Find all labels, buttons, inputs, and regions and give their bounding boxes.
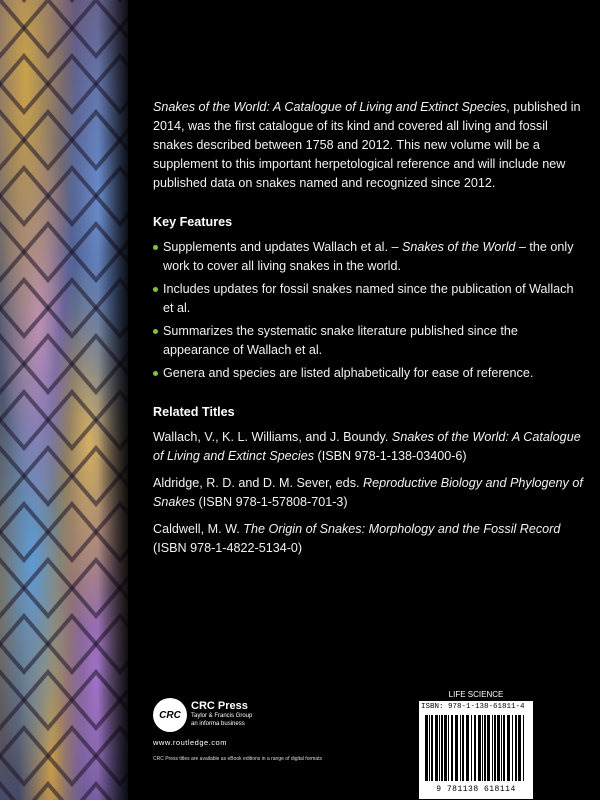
barcode-digits: 9 781138 618114 [436, 785, 516, 794]
ebook-note: CRC Press titles are available as eBook editions in a range of digital formats [153, 756, 322, 762]
barcode-block [419, 690, 533, 799]
publisher-tagline: an informa business [191, 721, 245, 727]
feature-item [153, 364, 583, 383]
feature-text: Includes updates for fossil snakes named since the publication of Wallach et al. [163, 282, 574, 315]
feature-text-end: – the only work to cover all living snakes in the world. [163, 240, 574, 273]
related-authors: Aldridge, R. D. and D. M. Sever, eds. [153, 476, 363, 490]
key-features-heading: Key Features [153, 215, 233, 229]
intro-text: , published in 2014, was the first catalogue of its kind and covered all living and fossil snakes described between 1758 and 2012. This new volume will be a supplement to this important herpetological reference and will include new published data on snakes named and recognized since 2012. [153, 100, 581, 190]
related-authors: Wallach, V., K. L. Williams, and J. Boundy. [153, 430, 392, 444]
snake-scale-image [0, 0, 128, 800]
feature-italic: Snakes of the World [401, 240, 516, 254]
barcode-bars [425, 715, 527, 783]
related-title-item [153, 428, 583, 466]
publisher-text [191, 700, 252, 728]
feature-item [153, 280, 583, 318]
feature-text: Supplements and updates Wallach et al. – [163, 240, 402, 254]
related-book-title: Snakes of the World: A Catalogue of Living and Extinct Species [153, 430, 581, 463]
isbn-label: ISBN: 978-1-138-61811-4 [421, 703, 525, 711]
features-list [153, 238, 583, 383]
related-title-item [153, 474, 583, 512]
related-isbn: (ISBN 978-1-4822-5134-0) [153, 541, 303, 555]
related-titles-list [153, 428, 583, 558]
related-authors: Caldwell, M. W. [153, 522, 244, 536]
publisher-name: CRC Press [191, 700, 248, 712]
related-title-item [153, 520, 583, 558]
related-titles-heading: Related Titles [153, 405, 235, 419]
publisher-group: Taylor & Francis Group [191, 713, 253, 719]
feature-item [153, 238, 583, 276]
publisher-website: www.routledge.com [153, 738, 227, 747]
isbn-barcode [419, 701, 533, 799]
related-isbn: (ISBN 978-1-138-03400-6) [314, 449, 467, 463]
intro-book-title: Snakes of the World: A Catalogue of Living and Extinct Species [153, 100, 507, 114]
intro-paragraph [153, 98, 583, 193]
related-isbn: (ISBN 978-1-57808-701-3) [195, 495, 348, 509]
feature-text: Summarizes the systematic snake literature published since the appearance of Wallach et al. [163, 324, 518, 357]
feature-text: Genera and species are listed alphabetically for ease of reference. [163, 366, 534, 380]
crc-logo: CRC [153, 698, 187, 732]
back-cover-text [153, 98, 583, 566]
related-book-title: The Origin of Snakes: Morphology and the Fossil Record [243, 522, 561, 536]
feature-item [153, 322, 583, 360]
subject-category: LIFE SCIENCE [448, 690, 504, 699]
related-book-title: Reproductive Biology and Phylogeny of Snakes [153, 476, 583, 509]
